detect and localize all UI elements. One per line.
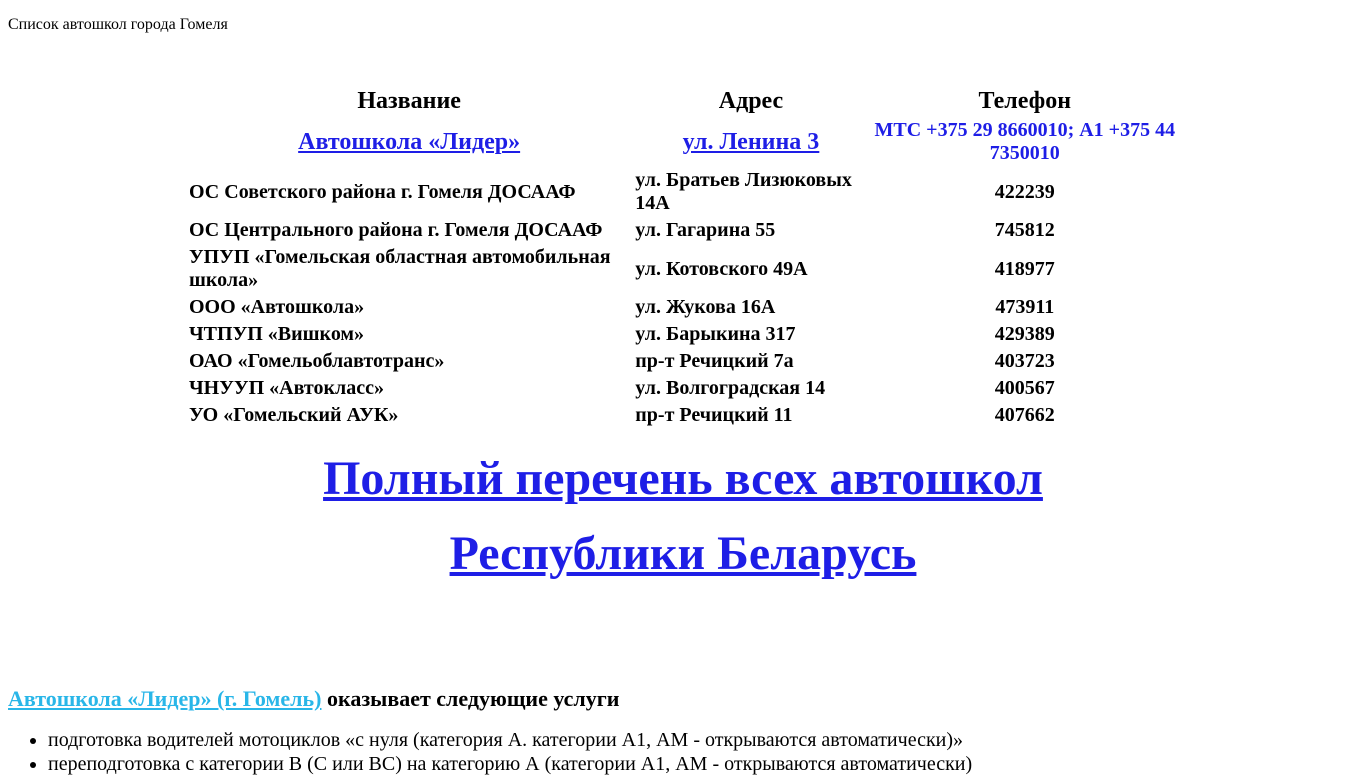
table-header-row <box>187 86 1179 116</box>
table-row <box>187 295 1179 320</box>
header-name: Название <box>357 88 461 114</box>
school-phone: 403723 <box>994 350 1055 372</box>
featured-name-cell <box>187 118 631 166</box>
featured-address-cell <box>633 118 868 166</box>
school-phone: 429389 <box>994 323 1055 345</box>
table-row <box>187 168 1179 216</box>
school-name: ООО «Автошкола» <box>189 296 365 318</box>
table-row <box>187 349 1179 374</box>
school-address: ул. Барыкина 317 <box>635 323 796 345</box>
list-item: • подготовка водителей мотоциклов «с нуля (категория А. категории А1, АМ - открываются автоматически)» <box>48 728 972 752</box>
table-row <box>187 322 1179 347</box>
full-list-link[interactable] <box>323 452 1043 580</box>
school-name: УО «Гомельский АУК» <box>189 404 399 426</box>
table-row-featured <box>187 118 1179 166</box>
school-phone: 745812 <box>994 219 1055 241</box>
featured-phone-cell: МТС +375 29 8660010; А1 +375 44 7350010 <box>874 119 1176 164</box>
table-row <box>187 403 1179 428</box>
school-phone: 407662 <box>994 404 1055 426</box>
header-address: Адрес <box>718 88 784 114</box>
services-heading-text: оказывает следующие услуги <box>321 686 620 711</box>
table-row <box>187 376 1179 401</box>
header-phone: Телефон <box>978 88 1072 114</box>
school-phone: 418977 <box>994 257 1055 280</box>
school-address: ул. Котовского 49А <box>635 257 808 280</box>
school-phone: 400567 <box>994 377 1055 399</box>
school-address: ул. Жукова 16А <box>635 296 776 318</box>
services-heading <box>8 686 619 712</box>
school-address: пр-т Речицкий 7а <box>635 350 794 372</box>
school-address: ул. Гагарина 55 <box>635 219 776 241</box>
driving-schools-table <box>185 84 1181 430</box>
school-phone: 422239 <box>994 180 1055 203</box>
page-caption: Список автошкол города Гомеля <box>8 16 228 33</box>
full-list-line-2: Республики Беларусь <box>449 527 917 580</box>
school-name: ОС Советского района г. Гомеля ДОСААФ <box>189 180 576 203</box>
featured-school-link[interactable]: Автошкола «Лидер» <box>298 129 521 155</box>
list-item: • переподготовка с категории В (С или ВС) на категорию А (категории А1, АМ - открываются автоматически) <box>48 752 972 776</box>
school-address: ул. Братьев Лизюковых 14А <box>635 169 852 214</box>
school-phone: 473911 <box>995 296 1055 318</box>
school-name: УПУП «Гомельская областная автомобильная школа» <box>189 246 611 291</box>
school-name: ОАО «Гомельоблавтотранс» <box>189 350 445 372</box>
school-name: ОС Центрального района г. Гомеля ДОСААФ <box>189 219 603 241</box>
featured-address-link[interactable]: ул. Ленина 3 <box>682 129 820 155</box>
school-address: ул. Волгоградская 14 <box>635 377 826 399</box>
school-name: ЧТПУП «Вишком» <box>189 323 365 345</box>
full-list-line-1: Полный перечень всех автошкол <box>323 452 1043 505</box>
table-row <box>187 218 1179 243</box>
services-list <box>8 728 972 776</box>
services-school-link[interactable]: Автошкола «Лидер» (г. Гомель) <box>8 686 322 711</box>
full-list-heading <box>0 441 1366 591</box>
school-address: пр-т Речицкий 11 <box>635 404 793 426</box>
table-row <box>187 245 1179 293</box>
school-name: ЧНУУП «Автокласс» <box>189 377 384 399</box>
